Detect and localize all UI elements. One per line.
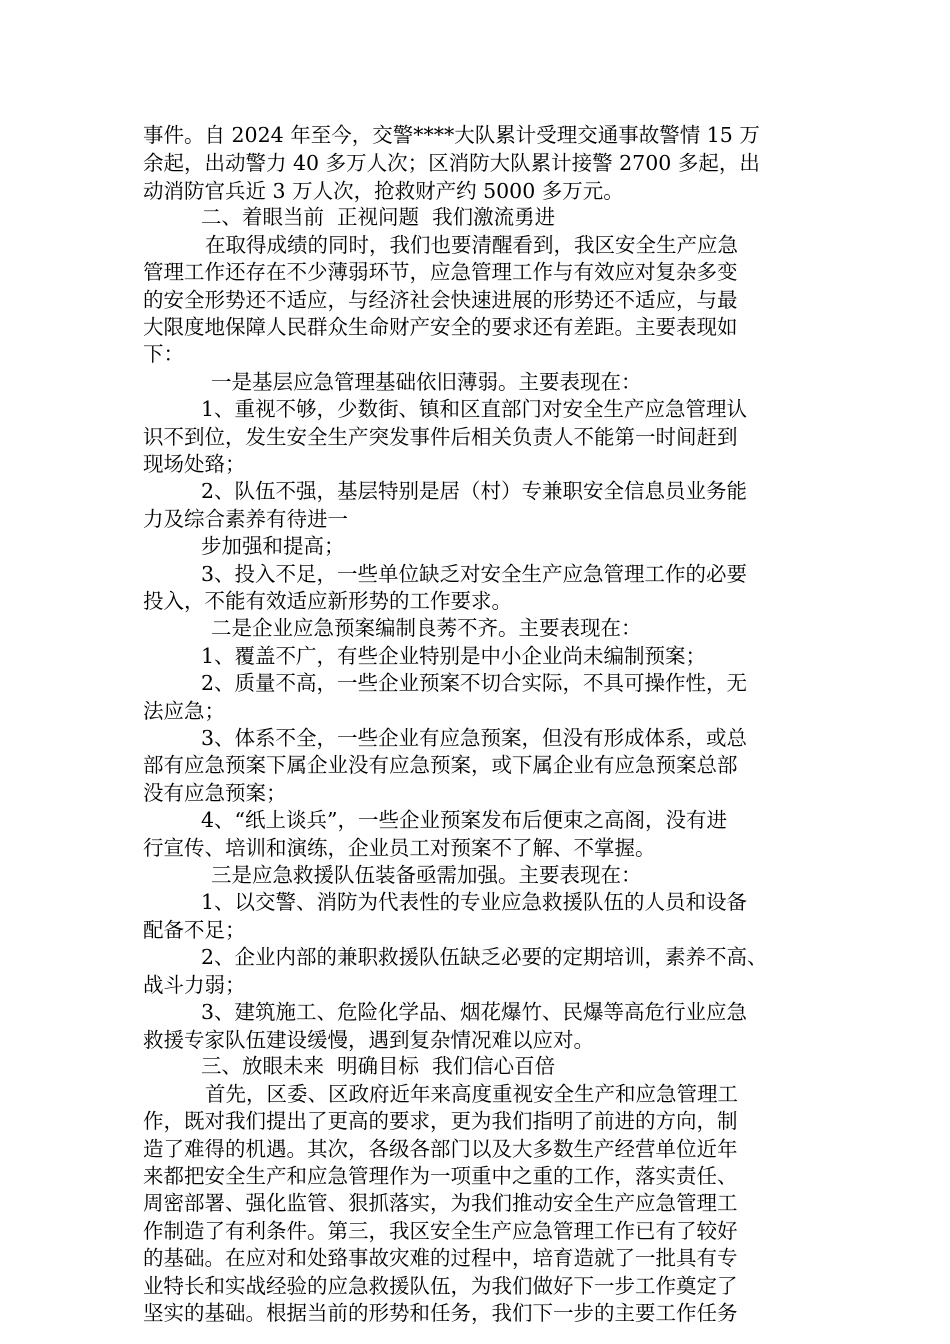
body-line: 坚实的基础。根据当前的形势和任务，我们下一步的主要工作任务 <box>143 1301 738 1325</box>
body-line: 业特长和实战经验的应急救援队伍，为我们做好下一步工作奠定了 <box>143 1274 738 1298</box>
body-line: 的基础。在应对和处臵事故灾难的过程中，培育造就了一批具有专 <box>143 1246 738 1270</box>
body-line: 来都把安全生产和应急管理作为一项重中之重的工作，落实责任、 <box>143 1164 738 1188</box>
body-line: 作，既对我们提出了更高的要求，更为我们指明了前进的方向，制 <box>143 1109 738 1133</box>
body-line: 周密部署、强化监管、狠抓落实，为我们推动安全生产应急管理工 <box>143 1191 738 1215</box>
body-line: 1、以交警、消防为代表性的专业应急救援队伍的人员和设备 <box>201 890 748 914</box>
body-line: 在取得成绩的同时，我们也要清醒看到，我区安全生产应急 <box>205 233 738 257</box>
body-line: 步加强和提高； <box>201 534 345 558</box>
body-line: 动消防官兵近 3 万人次，抢救财产约 5000 多万元。 <box>143 179 624 203</box>
body-line: 现场处臵； <box>143 452 246 476</box>
body-line: 余起，出动警力 40 多万人次；区消防大队累计接警 2700 多起，出 <box>143 151 760 175</box>
body-line: 大限度地保障人民群众生命财产安全的要求还有差距。主要表现如 <box>143 315 738 339</box>
body-line: 管理工作还存在不少薄弱环节，应急管理工作与有效应对复杂多变 <box>143 260 738 284</box>
body-line: 的安全形势还不适应，与经济社会快速进展的形势还不适应，与最 <box>143 288 738 312</box>
body-line: 投入，不能有效适应新形势的工作要求。 <box>143 589 512 613</box>
section-heading: 三、放眼未来 明确目标 我们信心百倍 <box>201 1054 556 1078</box>
body-line: 战斗力弱； <box>143 973 246 997</box>
body-line: 1、重视不够，少数街、镇和区直部门对安全生产应急管理认 <box>201 397 748 421</box>
body-line: 识不到位，发生安全生产突发事件后相关负责人不能第一时间赶到 <box>143 425 738 449</box>
body-line: 部有应急预案下属企业没有应急预案，或下属企业有应急预案总部 <box>143 753 738 777</box>
subheading: 三是应急救援队伍装备亟需加强。主要表现在： <box>211 863 642 887</box>
body-line: 3、建筑施工、危险化学品、烟花爆竹、民爆等高危行业应急 <box>201 1000 748 1024</box>
body-line: 2、队伍不强，基层特别是居（村）专兼职安全信息员业务能 <box>201 479 748 503</box>
body-line: 首先，区委、区政府近年来高度重视安全生产和应急管理工 <box>205 1082 738 1106</box>
body-line: 法应急； <box>143 699 225 723</box>
body-line: 3、投入不足，一些单位缺乏对安全生产应急管理工作的必要 <box>201 562 748 586</box>
body-line: 事件。自 2024 年至今，交警****大队累计受理交通事故警情 15 万 <box>143 123 760 147</box>
body-line: 作制造了有利条件。第三，我区安全生产应急管理工作已有了较好 <box>143 1219 738 1243</box>
body-line: 2、质量不高，一些企业预案不切合实际，不具可操作性，无 <box>201 671 748 695</box>
section-heading: 二、着眼当前 正视问题 我们激流勇进 <box>201 205 556 229</box>
subheading: 一是基层应急管理基础依旧薄弱。主要表现在： <box>211 370 642 394</box>
body-line: 2、企业内部的兼职救援队伍缺乏必要的定期培训，素养不高、 <box>201 945 768 969</box>
body-line: 下： <box>143 342 184 366</box>
body-line: 1、覆盖不广，有些企业特别是中小企业尚未编制预案； <box>201 644 707 668</box>
subheading: 二是企业应急预案编制良莠不齐。主要表现在： <box>211 616 642 640</box>
body-line: 4、“纸上谈兵”，一些企业预案发布后便束之高阁，没有进 <box>201 808 728 832</box>
body-line: 没有应急预案； <box>143 781 287 805</box>
body-line: 救援专家队伍建设缓慢，遇到复杂情况难以应对。 <box>143 1028 594 1052</box>
body-line: 配备不足； <box>143 918 246 942</box>
body-line: 造了难得的机遇。其次，各级各部门以及大多数生产经营单位近年 <box>143 1137 738 1161</box>
body-line: 力及综合素养有待进一 <box>143 507 348 531</box>
body-line: 3、体系不全，一些企业有应急预案，但没有形成体系，或总 <box>201 726 748 750</box>
body-line: 行宣传、培训和演练，企业员工对预案不了解、不掌握。 <box>143 836 656 860</box>
